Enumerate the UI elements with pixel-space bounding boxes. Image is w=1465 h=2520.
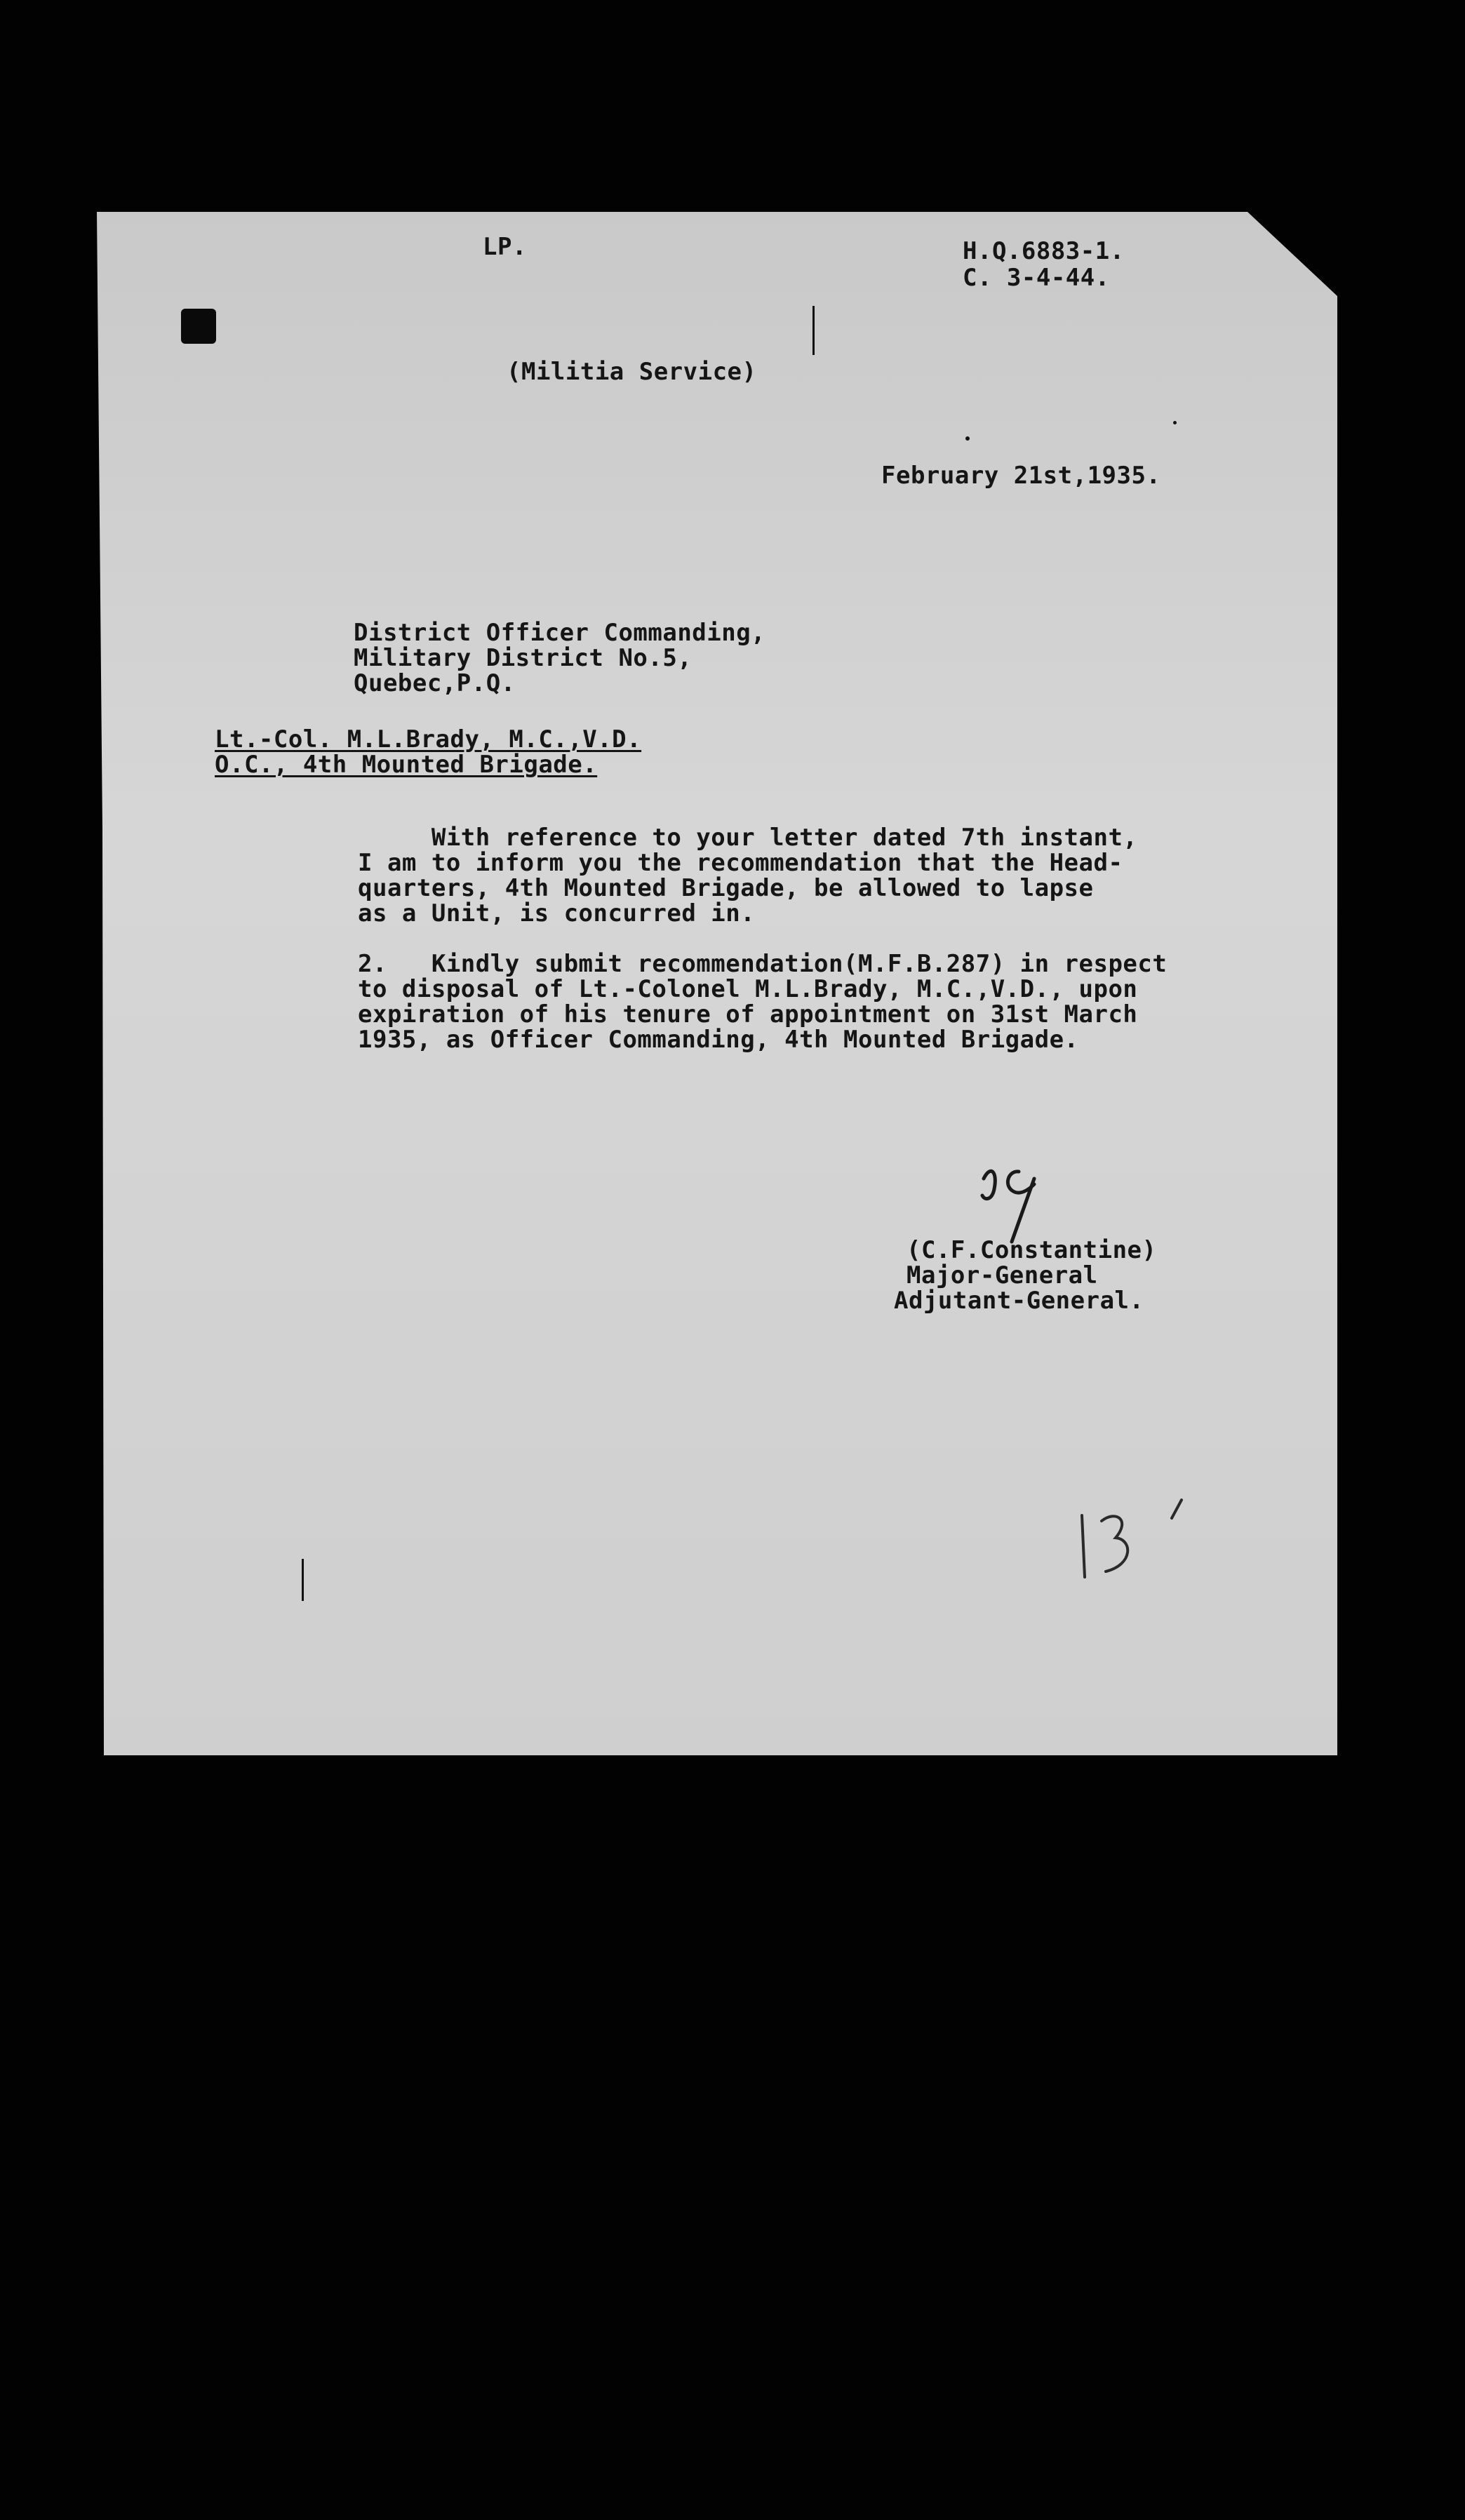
film-scratch bbox=[812, 306, 815, 355]
paragraph-2-line: 2. Kindly submit recommendation(M.F.B.287) in respect bbox=[358, 950, 1168, 978]
file-reference-2: C. 3-4-44. bbox=[963, 264, 1110, 292]
paragraph-2-line: 1935, as Officer Commanding, 4th Mounted Brigade. bbox=[358, 1026, 1079, 1054]
paragraph-1-line: quarters, 4th Mounted Brigade, be allowed to lapse bbox=[358, 874, 1094, 902]
signatory-name: (C.F.Constantine) bbox=[907, 1236, 1157, 1264]
punch-hole bbox=[181, 309, 216, 344]
paragraph-2-line: expiration of his tenure of appointment on 31st March bbox=[358, 1000, 1138, 1028]
addressee-line: Quebec,P.Q. bbox=[354, 669, 516, 697]
paragraph-1-line: I am to inform you the recommendation that the Head- bbox=[358, 849, 1123, 877]
signatory-title: Adjutant-General. bbox=[894, 1287, 1144, 1315]
paragraph-1-line: With reference to your letter dated 7th instant, bbox=[358, 824, 1138, 852]
paragraph-1-line: as a Unit, is concurred in. bbox=[358, 899, 756, 927]
letter-date: February 21st,1935. bbox=[881, 462, 1161, 490]
sender-code: LP. bbox=[483, 233, 527, 261]
handwritten-initials bbox=[970, 1151, 1054, 1249]
pencil-folio-number bbox=[1066, 1494, 1207, 1586]
file-reference-1: H.Q.6883-1. bbox=[963, 237, 1125, 265]
film-dot bbox=[965, 436, 970, 441]
paragraph-2-line: to disposal of Lt.-Colonel M.L.Brady, M.C.,V.D., upon bbox=[358, 975, 1138, 1003]
addressee-line: Military District No.5, bbox=[354, 644, 693, 672]
service-heading: (Militia Service) bbox=[507, 358, 757, 386]
subject-line: O.C., 4th Mounted Brigade. bbox=[215, 751, 598, 779]
addressee-line: District Officer Commanding, bbox=[354, 619, 766, 647]
film-dot bbox=[1173, 421, 1177, 424]
signatory-rank: Major-General bbox=[907, 1261, 1098, 1289]
film-scratch bbox=[302, 1559, 304, 1601]
subject-line: Lt.-Col. M.L.Brady, M.C.,V.D. bbox=[215, 725, 642, 753]
